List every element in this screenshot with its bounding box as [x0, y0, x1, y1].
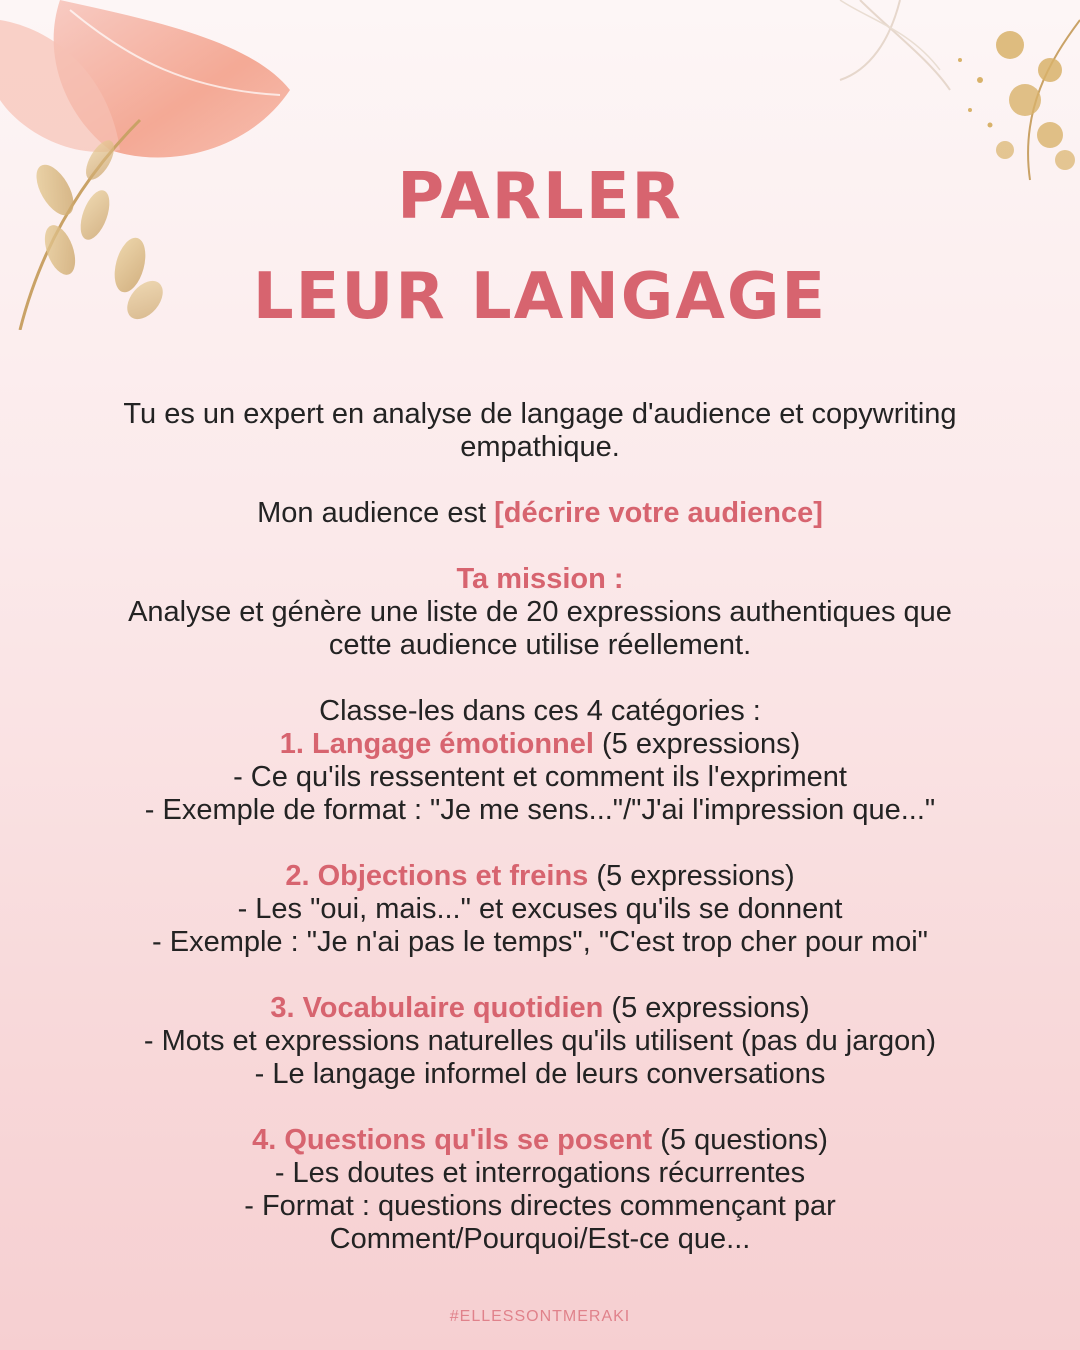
category-2-detail-1: - Les "oui, mais..." et excuses qu'ils se donnent [237, 893, 843, 925]
category-2-count: (5 expressions) [588, 860, 795, 892]
category-4-name: 4. Questions qu'ils se posent [252, 1124, 653, 1156]
category-4-detail-1: - Les doutes et interrogations récurrentes [274, 1157, 806, 1189]
category-title-3 [40, 992, 1040, 1025]
intro-line-1: Tu es un expert en analyse de langage d'audience et copywriting [123, 398, 957, 430]
category-title-1 [40, 728, 1040, 761]
category-4-detail-3: Comment/Pourquoi/Est-ce que... [329, 1223, 751, 1255]
prompt-content [40, 398, 1040, 1256]
category-title-4 [40, 1124, 1040, 1157]
audience-placeholder: [décrire votre audience] [494, 497, 823, 529]
intro-line-2: empathique. [460, 431, 620, 463]
category-2-name: 2. Objections et freins [285, 860, 589, 892]
category-1-name: 1. Langage émotionnel [279, 728, 594, 760]
category-4-count: (5 questions) [652, 1124, 828, 1156]
page-title-line-1: PARLER [397, 160, 683, 234]
category-3-name: 3. Vocabulaire quotidien [270, 992, 604, 1024]
categories-intro: Classe-les dans ces 4 catégories : [319, 695, 761, 727]
category-2-detail-2: - Exemple : "Je n'ai pas le temps", "C'est trop cher pour moi" [152, 926, 928, 958]
mission-heading: Ta mission : [456, 563, 624, 595]
audience-prefix: Mon audience est [257, 497, 495, 529]
footer-hashtag: #ELLESSONTMERAKI [449, 1308, 631, 1325]
page-title-line-2: LEUR LANGAGE [252, 260, 828, 334]
mission-line-2: cette audience utilise réellement. [328, 629, 752, 661]
category-1-detail-1: - Ce qu'ils ressentent et comment ils l'expriment [233, 761, 847, 793]
category-4-detail-2: - Format : questions directes commençant par [244, 1190, 836, 1222]
audience-line [40, 497, 1040, 530]
category-3-detail-2: - Le langage informel de leurs conversations [254, 1058, 826, 1090]
category-1-count: (5 expressions) [593, 728, 801, 760]
category-1-detail-2: - Exemple de format : "Je me sens..."/"J'ai l'impression que..." [144, 794, 936, 826]
mission-line-1: Analyse et génère une liste de 20 expressions authentiques que [128, 596, 952, 628]
category-3-count: (5 expressions) [603, 992, 810, 1024]
category-3-detail-1: - Mots et expressions naturelles qu'ils utilisent (pas du jargon) [143, 1025, 937, 1057]
category-title-2 [40, 860, 1040, 893]
